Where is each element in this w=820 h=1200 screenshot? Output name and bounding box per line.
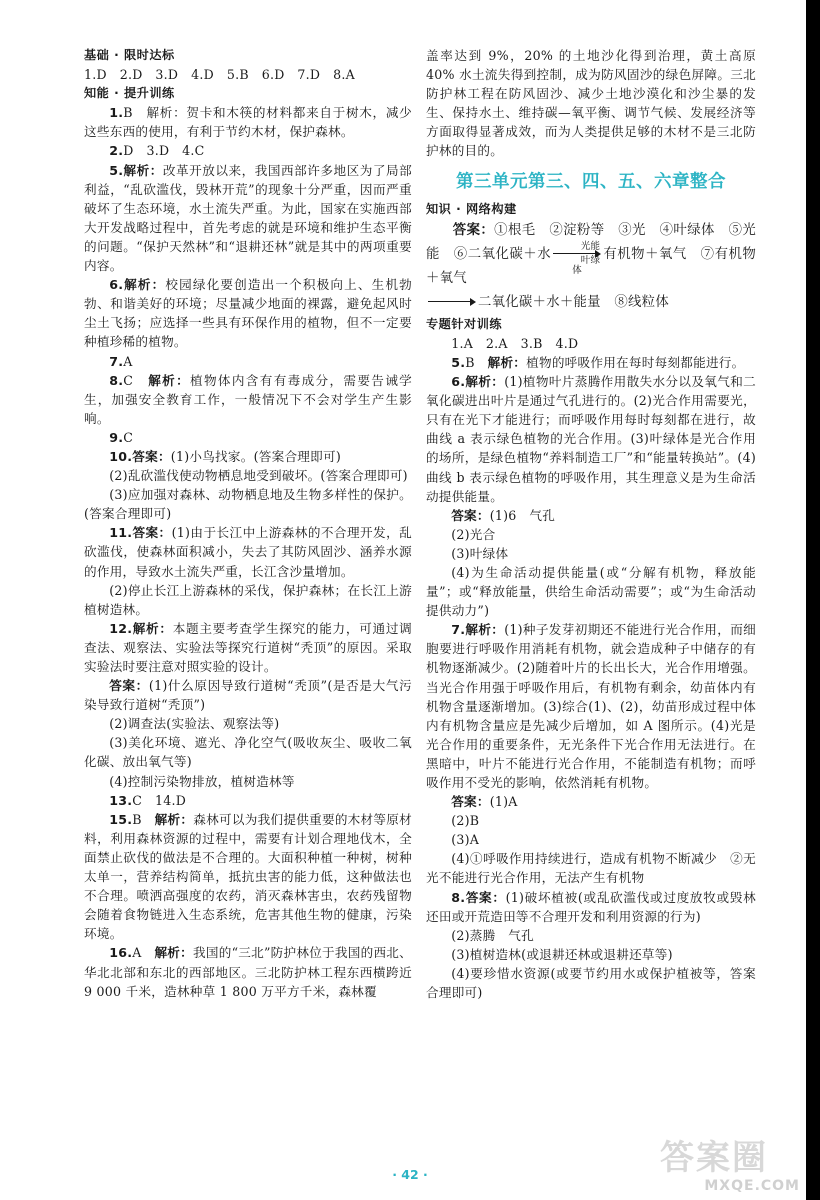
answer-text: (4)为生命活动提供能量(或“分解有机物，释放能量”；或“释放能量，供给生命活动需要”；或“为生命活动提供动力”) bbox=[426, 564, 756, 619]
answer-paragraph bbox=[426, 964, 756, 1002]
answer-paragraph bbox=[426, 620, 756, 792]
question-number: 12. bbox=[109, 620, 133, 636]
arrow-condition-bottom: 叶绿体 bbox=[572, 255, 601, 277]
answer-paragraph bbox=[84, 428, 412, 447]
answer-paragraph bbox=[84, 161, 412, 276]
question-number: 8. bbox=[451, 889, 466, 905]
answer-paragraph bbox=[426, 945, 756, 964]
watermark-logo-text: 答案圈 bbox=[660, 1138, 768, 1178]
answer-paragraph bbox=[426, 506, 756, 525]
answer-label: 答案： bbox=[452, 222, 495, 238]
answer-text: (1)6 气孔 bbox=[489, 507, 556, 523]
answer-paragraph bbox=[84, 714, 412, 733]
answer-label: 答案： bbox=[132, 525, 172, 541]
answer-paragraph bbox=[84, 141, 412, 160]
answer-text: (1)A bbox=[489, 794, 518, 810]
answer-text: 1.D 2.D 3.D 4.D 5.B 6.D 7.D 8.A bbox=[84, 67, 355, 83]
question-number: 15. bbox=[109, 811, 133, 827]
question-number: 2. bbox=[109, 143, 124, 159]
answer-paragraph bbox=[84, 485, 412, 523]
answer-text: 本题主要考查学生探究的能力，可通过调查法、观察法、实验法等探究行道树“秃顶”的原因。采取实验法时要注意对照实验的设计。 bbox=[84, 620, 413, 674]
answer-text: (2)蒸腾 气孔 bbox=[451, 927, 534, 943]
answer-paragraph bbox=[84, 791, 412, 810]
answer-paragraph bbox=[84, 523, 412, 580]
answer-text: (1)由于长江中上游森林的不合理开发，乱砍滥伐，使森林面积减小，失去了其防风固沙、涵养水源的作用，导致水土流失严重，长江含沙量增加。 bbox=[84, 525, 413, 579]
question-number: 11. bbox=[109, 525, 133, 541]
answer-paragraph bbox=[426, 792, 756, 811]
answer-text: 盖率达到 9%，20% 的土地沙化得到治理，黄土高原 40% 水土流失得到控制，成为防风固沙的绿色屏障。三北防护林工程在防风固沙、减少土地沙漠化和沙尘暴的发生、保持水土、维持碳—氧平衡、调节气候、发展经济等方面取得显著成效，而为人类提供足够的木材不是三北防护林的目的。 bbox=[426, 48, 756, 159]
answer-paragraph bbox=[426, 926, 756, 945]
answer-paragraph bbox=[84, 772, 412, 791]
answer-label: 答案： bbox=[109, 678, 149, 694]
knowledge-answer-line bbox=[426, 291, 756, 315]
answer-text: C bbox=[123, 372, 149, 388]
answer-paragraph bbox=[84, 447, 412, 466]
knowledge-answer-line bbox=[426, 219, 756, 291]
answer-paragraph bbox=[84, 275, 412, 351]
answer-label: 解析： bbox=[465, 374, 505, 390]
answer-label: 解析： bbox=[132, 620, 173, 636]
answer-text: 二氧化碳＋水＋能量 ⑧线粒体 bbox=[478, 294, 669, 310]
question-number: 10. bbox=[109, 448, 133, 464]
answer-text: (4)①呼吸作用持续进行，造成有机物不断减少 ②无光不能进行光合作用，无法产生有机物 bbox=[426, 851, 756, 886]
answer-text: (1)什么原因导致行道树“秃顶”(是否是大气污染导致行道树“秃顶”) bbox=[84, 678, 412, 713]
answer-paragraph bbox=[426, 525, 756, 544]
answer-text: A bbox=[132, 945, 155, 961]
answer-paragraph bbox=[426, 888, 756, 926]
answer-text: (2)调查法(实验法、观察法等) bbox=[109, 716, 280, 732]
answer-text: C bbox=[123, 429, 134, 445]
answer-paragraph bbox=[84, 619, 412, 676]
answer-paragraph bbox=[426, 372, 756, 506]
answer-paragraph bbox=[426, 811, 756, 830]
answer-text: (3)美化环境、遮光、净化空气(吸收灰尘、吸收二氧化碳、放出氧气等) bbox=[84, 735, 412, 770]
answer-text: (1)植物叶片蒸腾作用散失水分以及氧气和二氧化碳进出叶片是通过气孔进行的。(2)光合作用需要光，只有在光下才能进行；而呼吸作用每时每刻都在进行，故曲线 a 表示绿色植物的光合作用。(3)叶绿体是光合作用的场所，是绿色植物“养料制造工厂”和“能量转换站”。(4)曲线 b 表示绿色植物的呼吸作用，其生理意义是为生命活动提供能量。 bbox=[426, 374, 757, 504]
answer-text: (1)破坏植被(或乱砍滥伐或过度放牧或毁林还田或开荒造田等不合理开发和利用资源的行为) bbox=[426, 889, 756, 924]
answer-label: 解析： bbox=[465, 622, 505, 638]
answer-paragraph bbox=[426, 849, 756, 887]
answer-text: 植物的呼吸作用在每时每刻都能进行。 bbox=[526, 354, 745, 370]
answer-text: (2)乱砍滥伐使动物栖息地受到破坏。(答案合理即可) bbox=[109, 468, 408, 484]
section-heading: 专题针对训练 bbox=[426, 316, 503, 331]
answer-paragraph bbox=[84, 466, 412, 485]
answer-paragraph bbox=[426, 563, 756, 620]
answer-paragraph bbox=[84, 943, 412, 1000]
answer-paragraph bbox=[84, 676, 412, 714]
question-number: 7. bbox=[109, 353, 124, 369]
answer-text: (4)要珍惜水资源(或要节约用水或保护植被等，答案合理即可) bbox=[426, 965, 756, 1001]
watermark-logo bbox=[660, 1138, 800, 1196]
watermark-site-text: MXQE.COM bbox=[704, 1178, 800, 1194]
question-number: 5. bbox=[451, 354, 466, 370]
answer-text: A bbox=[123, 353, 133, 369]
answer-text: B bbox=[132, 811, 155, 827]
answer-text: B bbox=[465, 354, 488, 370]
answer-text: 植物体内含有有毒成分，需要告诫学生，加强安全教育工作，一般情况下不会对学生产生影响。 bbox=[84, 372, 413, 426]
answer-text: 改革开放以来，我国西部许多地区为了局部利益，“乱砍滥伐，毁林开荒”的现象十分严重，因而严重破坏了生态环境，水土流失严重。为此，国家在实施西部大开发战略过程中，首先考虑的就是环境和维护生态平衡的问题。“保护天然林”和“退耕还林”就是其中的两项重要内容。 bbox=[84, 162, 412, 274]
answer-label: 解析： bbox=[487, 354, 527, 370]
answer-text: (3)应加强对森林、动物栖息地及生物多样性的保护。(答案合理即可) bbox=[84, 487, 412, 522]
scan-edge-bar bbox=[806, 0, 820, 1200]
answer-label: 答案： bbox=[132, 448, 171, 464]
answer-text: (4)控制污染物排放，植树造林等 bbox=[109, 773, 295, 789]
answer-text: 校园绿化要创造出一个积极向上、生机勃勃、和谐美好的环境；尽量减少地面的裸露，避免起风时尘土飞扬；应选择一些具有环保作用的植物，但不一定要种植珍稀的植物。 bbox=[84, 277, 412, 350]
answer-label: 答案： bbox=[451, 794, 490, 810]
answer-text: (3)叶绿体 bbox=[451, 545, 509, 561]
answer-paragraph bbox=[84, 371, 412, 428]
answer-text: (3)植树造林(或退耕还林或退耕还草等) bbox=[451, 946, 673, 962]
answer-label: 答案： bbox=[451, 507, 490, 523]
answer-label: 解析： bbox=[154, 945, 194, 961]
answer-text: ①根毛 ②淀粉等 ③光 ④叶绿体 ⑤光能 ⑥二氧化碳＋水 bbox=[426, 222, 757, 262]
answer-text: (3)A bbox=[451, 832, 480, 848]
answer-paragraph bbox=[426, 544, 756, 563]
answer-text: C 14.D bbox=[132, 792, 187, 808]
answer-text: B 解析：贺卡和木筷的材料都来自于树木，减少这些东西的使用，有利于节约木材，保护森林。 bbox=[84, 105, 412, 140]
question-number: 9. bbox=[109, 429, 124, 445]
answer-text: 我国的“三北”防护林位于我国的西北、华北北部和东北的西部地区。三北防护林工程东西横跨近 9 000 千米，造林种草 1 800 万平方千米，森林覆 bbox=[84, 945, 412, 999]
right-column bbox=[426, 46, 756, 1002]
left-column bbox=[84, 46, 412, 1001]
answer-paragraph bbox=[84, 810, 412, 944]
question-number: 6. bbox=[109, 277, 124, 293]
answer-text: (1)小鸟找家。(答案合理即可) bbox=[170, 448, 341, 464]
answer-paragraph bbox=[426, 830, 756, 849]
reaction-arrow-icon bbox=[553, 241, 601, 277]
section-heading: 基础 · 限时达标 bbox=[84, 48, 175, 62]
answer-paragraph bbox=[84, 581, 412, 619]
section-heading: 知能 · 提升训练 bbox=[84, 86, 175, 101]
answer-text: (2)光合 bbox=[451, 526, 496, 542]
answer-label: 答案： bbox=[465, 889, 506, 905]
arrow-condition-top: 光能 bbox=[580, 241, 601, 253]
question-number: 1. bbox=[109, 105, 124, 121]
answer-text: D 3.D 4.C bbox=[123, 143, 205, 159]
answer-text: (2)B bbox=[451, 813, 480, 829]
section-heading: 知识 · 网络构建 bbox=[426, 201, 517, 216]
question-number: 8. bbox=[109, 372, 124, 388]
answer-paragraph bbox=[426, 46, 756, 161]
answer-text: (2)停止长江上游森林的采伐，保护森林；在长江上游植树造林。 bbox=[84, 582, 412, 617]
question-number: 7. bbox=[451, 622, 466, 638]
answer-paragraph bbox=[84, 65, 412, 84]
reaction-arrow-icon bbox=[428, 293, 476, 311]
answer-label: 解析： bbox=[148, 372, 191, 388]
answer-text: (1)种子发芽初期还不能进行光合作用，而细胞要进行呼吸作用消耗有机物，就会造成种子中储存的有机物逐渐减少。(2)随着叶片的长出长大，光合作用增强。当光合作用强于呼吸作用后，有机物有剩余，幼苗体内有机物含量逐渐增加。(3)综合(1)、(2)，幼苗形成过程中体内有机物含量应是先减少后增加，如 A 图所示。(4)光是光合作用的重要条件，无光条件下光合作用无法进行。在黑暗中，叶片不能进行光合作用，不能制造有机物；而呼吸作用不受光的影响，依然消耗有机物。 bbox=[426, 622, 757, 790]
question-number: 16. bbox=[109, 945, 133, 961]
question-number: 13. bbox=[109, 792, 133, 808]
answer-label: 解析： bbox=[123, 162, 163, 178]
answer-label: 解析： bbox=[123, 277, 166, 293]
answer-label: 解析： bbox=[154, 811, 194, 827]
answer-text: 有机物＋氧气 ⑦有机物＋氧气 bbox=[426, 246, 757, 286]
question-number: 5. bbox=[109, 162, 124, 178]
answer-text: 1.A 2.A 3.B 4.D bbox=[451, 335, 579, 351]
answer-paragraph bbox=[84, 103, 412, 141]
answer-paragraph bbox=[84, 733, 412, 771]
answer-paragraph bbox=[84, 352, 412, 371]
question-number: 6. bbox=[451, 374, 466, 390]
chapter-title: 第三单元第三、四、五、六章整合 bbox=[456, 171, 726, 192]
answer-paragraph bbox=[426, 353, 756, 372]
answer-paragraph bbox=[426, 334, 756, 353]
answer-text: 森林可以为我们提供重要的木材等原材料，利用森林资源的过程中，需要有计划合理地伐木，全面禁止砍伐的做法是不合理的。大面积种植一种树，树种太单一，营养结构简单，抵抗虫害的能力低，这种做法也不合理。喷洒高强度的农药，消灭森林害虫，农药残留物会随着食物链进入生态系统，危害其他生物的健康，污染环境。 bbox=[84, 811, 413, 942]
page-number: · 42 · bbox=[392, 1167, 428, 1182]
